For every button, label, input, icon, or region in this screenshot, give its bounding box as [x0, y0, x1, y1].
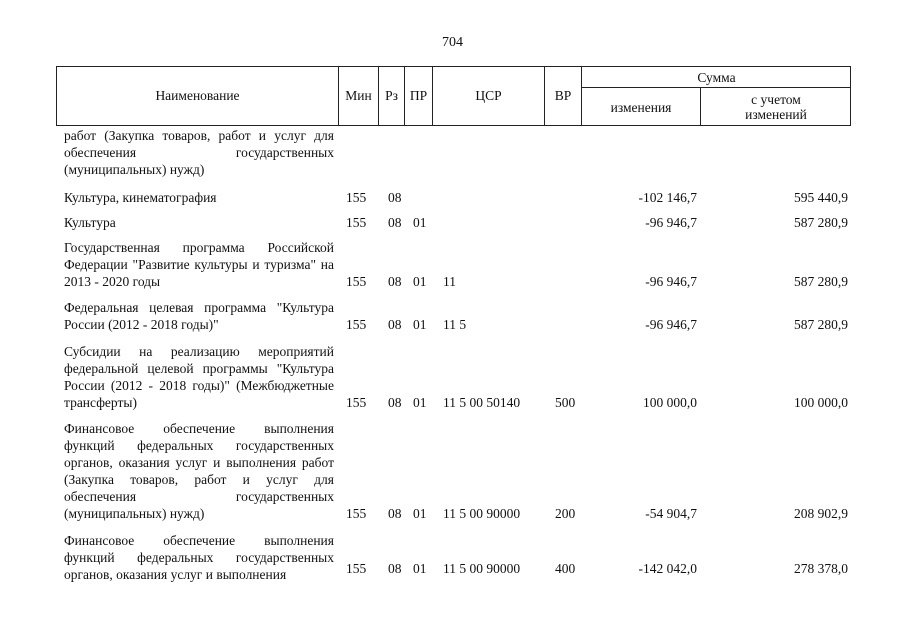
row-total: 587 280,9 — [794, 317, 848, 332]
row-min: 155 — [346, 190, 367, 205]
row-rz: 08 — [388, 215, 402, 230]
row-min: 155 — [346, 506, 367, 521]
row-total: 595 440,9 — [794, 190, 848, 205]
row-pr: 01 — [413, 561, 427, 576]
row-min: 155 — [346, 561, 367, 576]
header-rz: Рз — [379, 67, 405, 125]
row-name: Культура — [64, 215, 116, 230]
row-name: Культура, кинематография — [64, 190, 217, 205]
row-change: -96 946,7 — [645, 274, 697, 289]
row-total: 100 000,0 — [794, 395, 848, 410]
row-total: 587 280,9 — [794, 215, 848, 230]
row-rz: 08 — [388, 274, 402, 289]
row-change: -102 146,7 — [638, 190, 697, 205]
header-min: Мин — [339, 67, 379, 125]
row-pr: 01 — [413, 395, 427, 410]
row-total: 587 280,9 — [794, 274, 848, 289]
row-csr: 11 5 00 90000 — [443, 561, 521, 576]
header-name: Наименование — [57, 67, 339, 125]
row-min: 155 — [346, 395, 367, 410]
row-vr: 500 — [555, 395, 576, 410]
row-rz: 08 — [388, 561, 402, 576]
page-number: 704 — [442, 35, 463, 50]
row-pr: 01 — [413, 317, 427, 332]
row-csr: 11 5 00 90000 — [443, 506, 521, 521]
row-pr: 01 — [413, 215, 427, 230]
header-with-changes: с учетом изменений — [745, 92, 807, 122]
header-change: изменения — [582, 88, 701, 126]
row-csr: 11 5 00 50140 — [443, 395, 521, 410]
row-csr: 11 — [443, 274, 456, 289]
row-rz: 08 — [388, 190, 402, 205]
row-rz: 08 — [388, 506, 402, 521]
row-change: -96 946,7 — [645, 317, 697, 332]
row-min: 155 — [346, 215, 367, 230]
row-name: Субсидии на реализацию мероприятий федеральной целевой программы "Культура России (2012 - 2018 годы)" (Межбюджетные трансферты) — [64, 344, 334, 410]
row-name: Финансовое обеспечение выполнения функций федеральных государственных органов, оказания услуг и выполнения работ (Закупка товаров, работ и услуг для обеспечения государственных (муниципальных) нужд) — [64, 421, 334, 521]
header-vr: ВР — [545, 67, 582, 125]
row-name: Государственная программа Российской Федерации "Развитие культуры и туризма" на 2013 - 2020 годы — [64, 240, 334, 289]
row-rz: 08 — [388, 395, 402, 410]
row-vr: 200 — [555, 506, 576, 521]
row-name: Федеральная целевая программа "Культура России (2012 - 2018 годы)" — [64, 300, 334, 332]
row-vr: 400 — [555, 561, 576, 576]
row-change: -96 946,7 — [645, 215, 697, 230]
row-total: 278 378,0 — [794, 561, 848, 576]
row-change: -142 042,0 — [638, 561, 697, 576]
row-csr: 11 5 — [443, 317, 467, 332]
row-min: 155 — [346, 317, 367, 332]
header-pr: ПР — [405, 67, 433, 125]
row-min: 155 — [346, 274, 367, 289]
row-change: -54 904,7 — [645, 506, 697, 521]
header-csr: ЦСР — [433, 67, 545, 125]
row-name: работ (Закупка товаров, работ и услуг для обеспечения государственных (муниципальных) нужд) — [64, 128, 334, 177]
row-rz: 08 — [388, 317, 402, 332]
row-pr: 01 — [413, 506, 427, 521]
header-sum: Сумма — [582, 67, 851, 88]
row-name: Финансовое обеспечение выполнения функций федеральных государственных органов, оказания услуг и выполнения — [64, 533, 334, 582]
row-change: 100 000,0 — [643, 395, 697, 410]
table-header — [56, 66, 851, 126]
row-total: 208 902,9 — [794, 506, 848, 521]
row-pr: 01 — [413, 274, 427, 289]
